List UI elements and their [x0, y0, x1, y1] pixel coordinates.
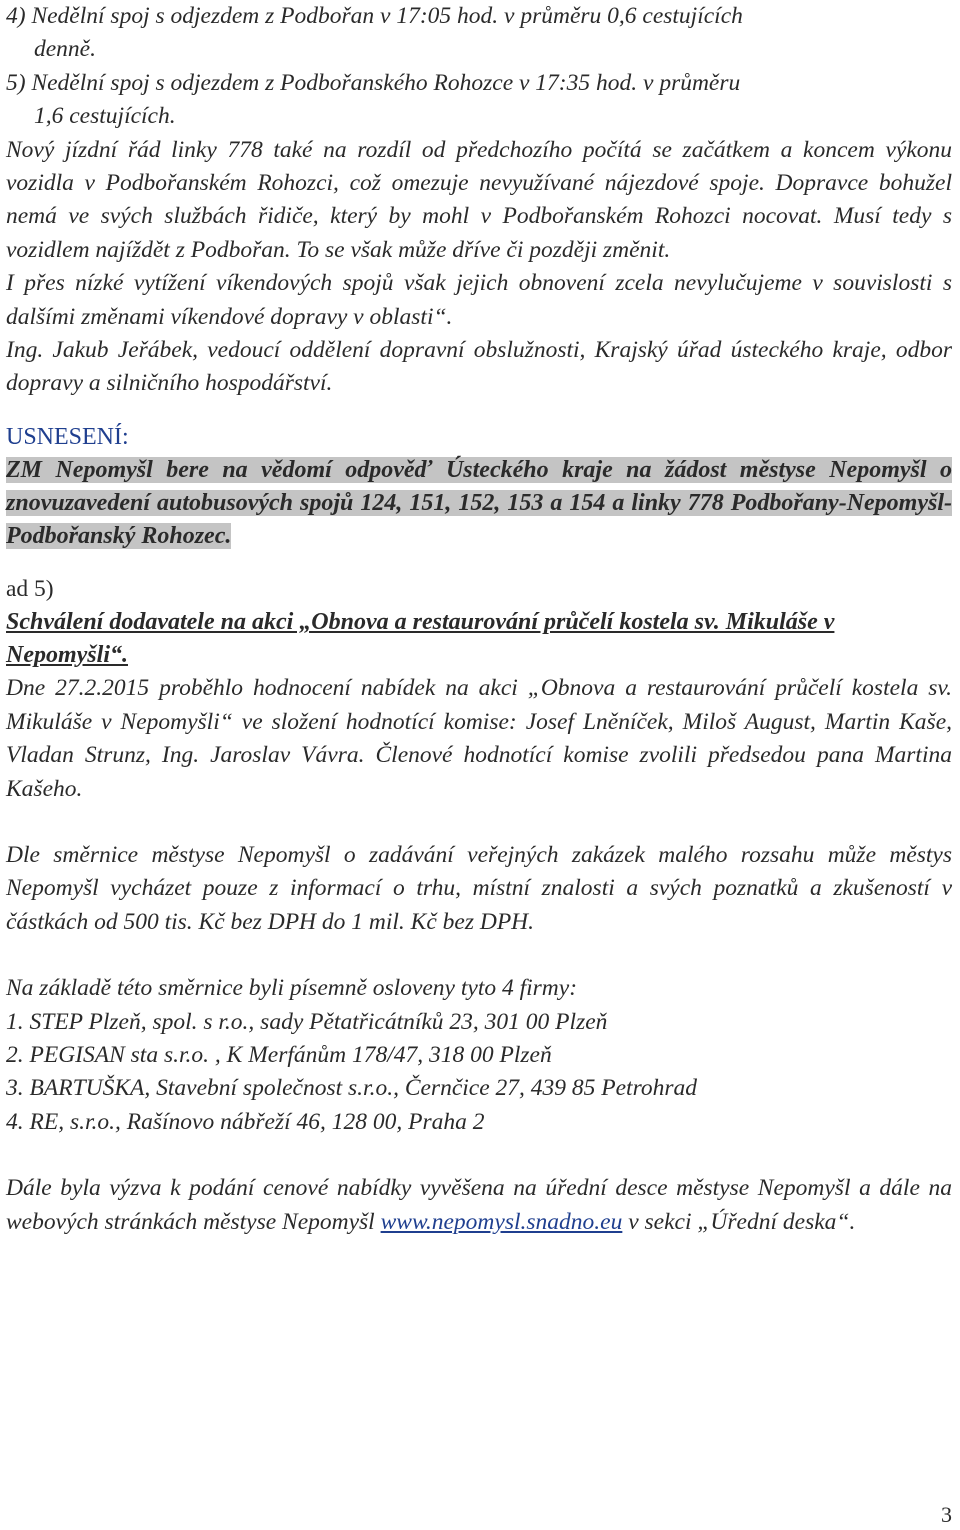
publication-text: Dále byla výzva k podání cenové nabídky vyvěšena na úřední desce městyse Nepomyšl a dále na webových stránkách městyse Nepomyšl	[6, 1175, 952, 1235]
resolution-highlight: ZM Nepomyšl bere na vědomí odpověď Ústeckého kraje na žádost městyse Nepomyšl o znovuzavedení autobusových spojů 124, 151, 152, 153 a 154 a linky 778 Podbořany-Nepomyšl-Podbořanský Rohozec.	[6, 456, 952, 549]
firm-list-item: 3. BARTUŠKA, Stavební společnost s.r.o., Černčice 27, 439 85 Petrohrad	[6, 1075, 698, 1102]
item-4-line-2: denně.	[34, 36, 96, 63]
firm-list-item: 2. PEGISAN sta s.r.o. , K Merfánům 178/47, 318 00 Plzeň	[6, 1041, 552, 1068]
resolution-heading: USNESENÍ:	[6, 423, 129, 450]
section-label: ad 5)	[6, 575, 54, 602]
spacer	[6, 939, 952, 972]
document-page	[6, 0, 952, 1239]
firm-list-item: 1. STEP Plzeň, spol. s r.o., sady Pětatřicátníků 23, 301 00 Plzeň	[6, 1008, 608, 1035]
paragraph-new-timetable: Nový jízdní řád linky 778 také na rozdíl od předchozího počítá se začátkem a koncem výkonu vozidla v Podbořanském Rohozci, což omezuje nevyužívané nájezdové spoje. Dopravce bohužel nemá ve svých službách řidiče, který by mohl v Podbořanském Rohozci nocovat. Musí tedy s vozidlem najíždět z Podbořan. To se však může dříve či později změnit.	[6, 136, 952, 263]
spacer	[6, 401, 952, 421]
paragraph-publication	[6, 1172, 952, 1239]
item-4-line-1: 4) Nedělní spoj s odjezdem z Podbořan v 17:05 hod. v průměru 0,6 cestujících	[6, 3, 743, 29]
firms-intro: Na základě této směrnice byli písemně osloveny tyto 4 firmy:	[6, 975, 578, 1002]
spacer	[6, 806, 952, 839]
paragraph-weekend-connections: I přes nízké vytížení víkendových spojů však jejich obnovení zcela nevylučujeme v souvislosti s dalšími změnami víkendové dopravy v oblasti“.	[6, 270, 952, 330]
section-title: Schválení dodavatele na akci „Obnova a restaurování průčelí kostela sv. Mikuláše v Nepomyšli“.	[6, 609, 835, 669]
website-link[interactable]: www.nepomysl.snadno.eu	[380, 1208, 623, 1235]
spacer	[6, 553, 952, 573]
page-number: 3	[941, 1502, 952, 1527]
spacer	[6, 1139, 952, 1172]
resolution-text	[6, 454, 952, 553]
paragraph-evaluation: Dne 27.2.2015 proběhlo hodnocení nabídek na akci „Obnova a restaurování průčelí kostela sv. Mikuláše v Nepomyšli“ ve složení hodnotící komise: Josef Lněníček, Miloš August, Martin Kaše, Vladan Strunz, Ing. Jaroslav Vávra. Členové hodnotící komise zvolili předsedou pana Martina Kašeho.	[6, 675, 952, 802]
firm-list-item: 4. RE, s.r.o., Rašínovo nábřeží 46, 128 00, Praha 2	[6, 1108, 485, 1135]
signature-paragraph: Ing. Jakub Jeřábek, vedoucí oddělení dopravní obslužnosti, Krajský úřad ústeckého kraje, odbor dopravy a silničního hospodářství.	[6, 337, 952, 397]
item-5-line-1: 5) Nedělní spoj s odjezdem z Podbořanského Rohozce v 17:35 hod. v průměru	[6, 69, 741, 96]
publication-text-end: v sekci „Úřední deska“.	[622, 1208, 856, 1235]
item-5-line-2: 1,6 cestujících.	[34, 103, 176, 130]
paragraph-directive: Dle směrnice městyse Nepomyšl o zadávání veřejných zakázek malého rozsahu může městys Nepomyšl vycházet pouze z informací o trhu, místní znalosti a svých poznatků a zkušeností v částkách od 500 tis. Kč bez DPH do 1 mil. Kč bez DPH.	[6, 841, 952, 935]
